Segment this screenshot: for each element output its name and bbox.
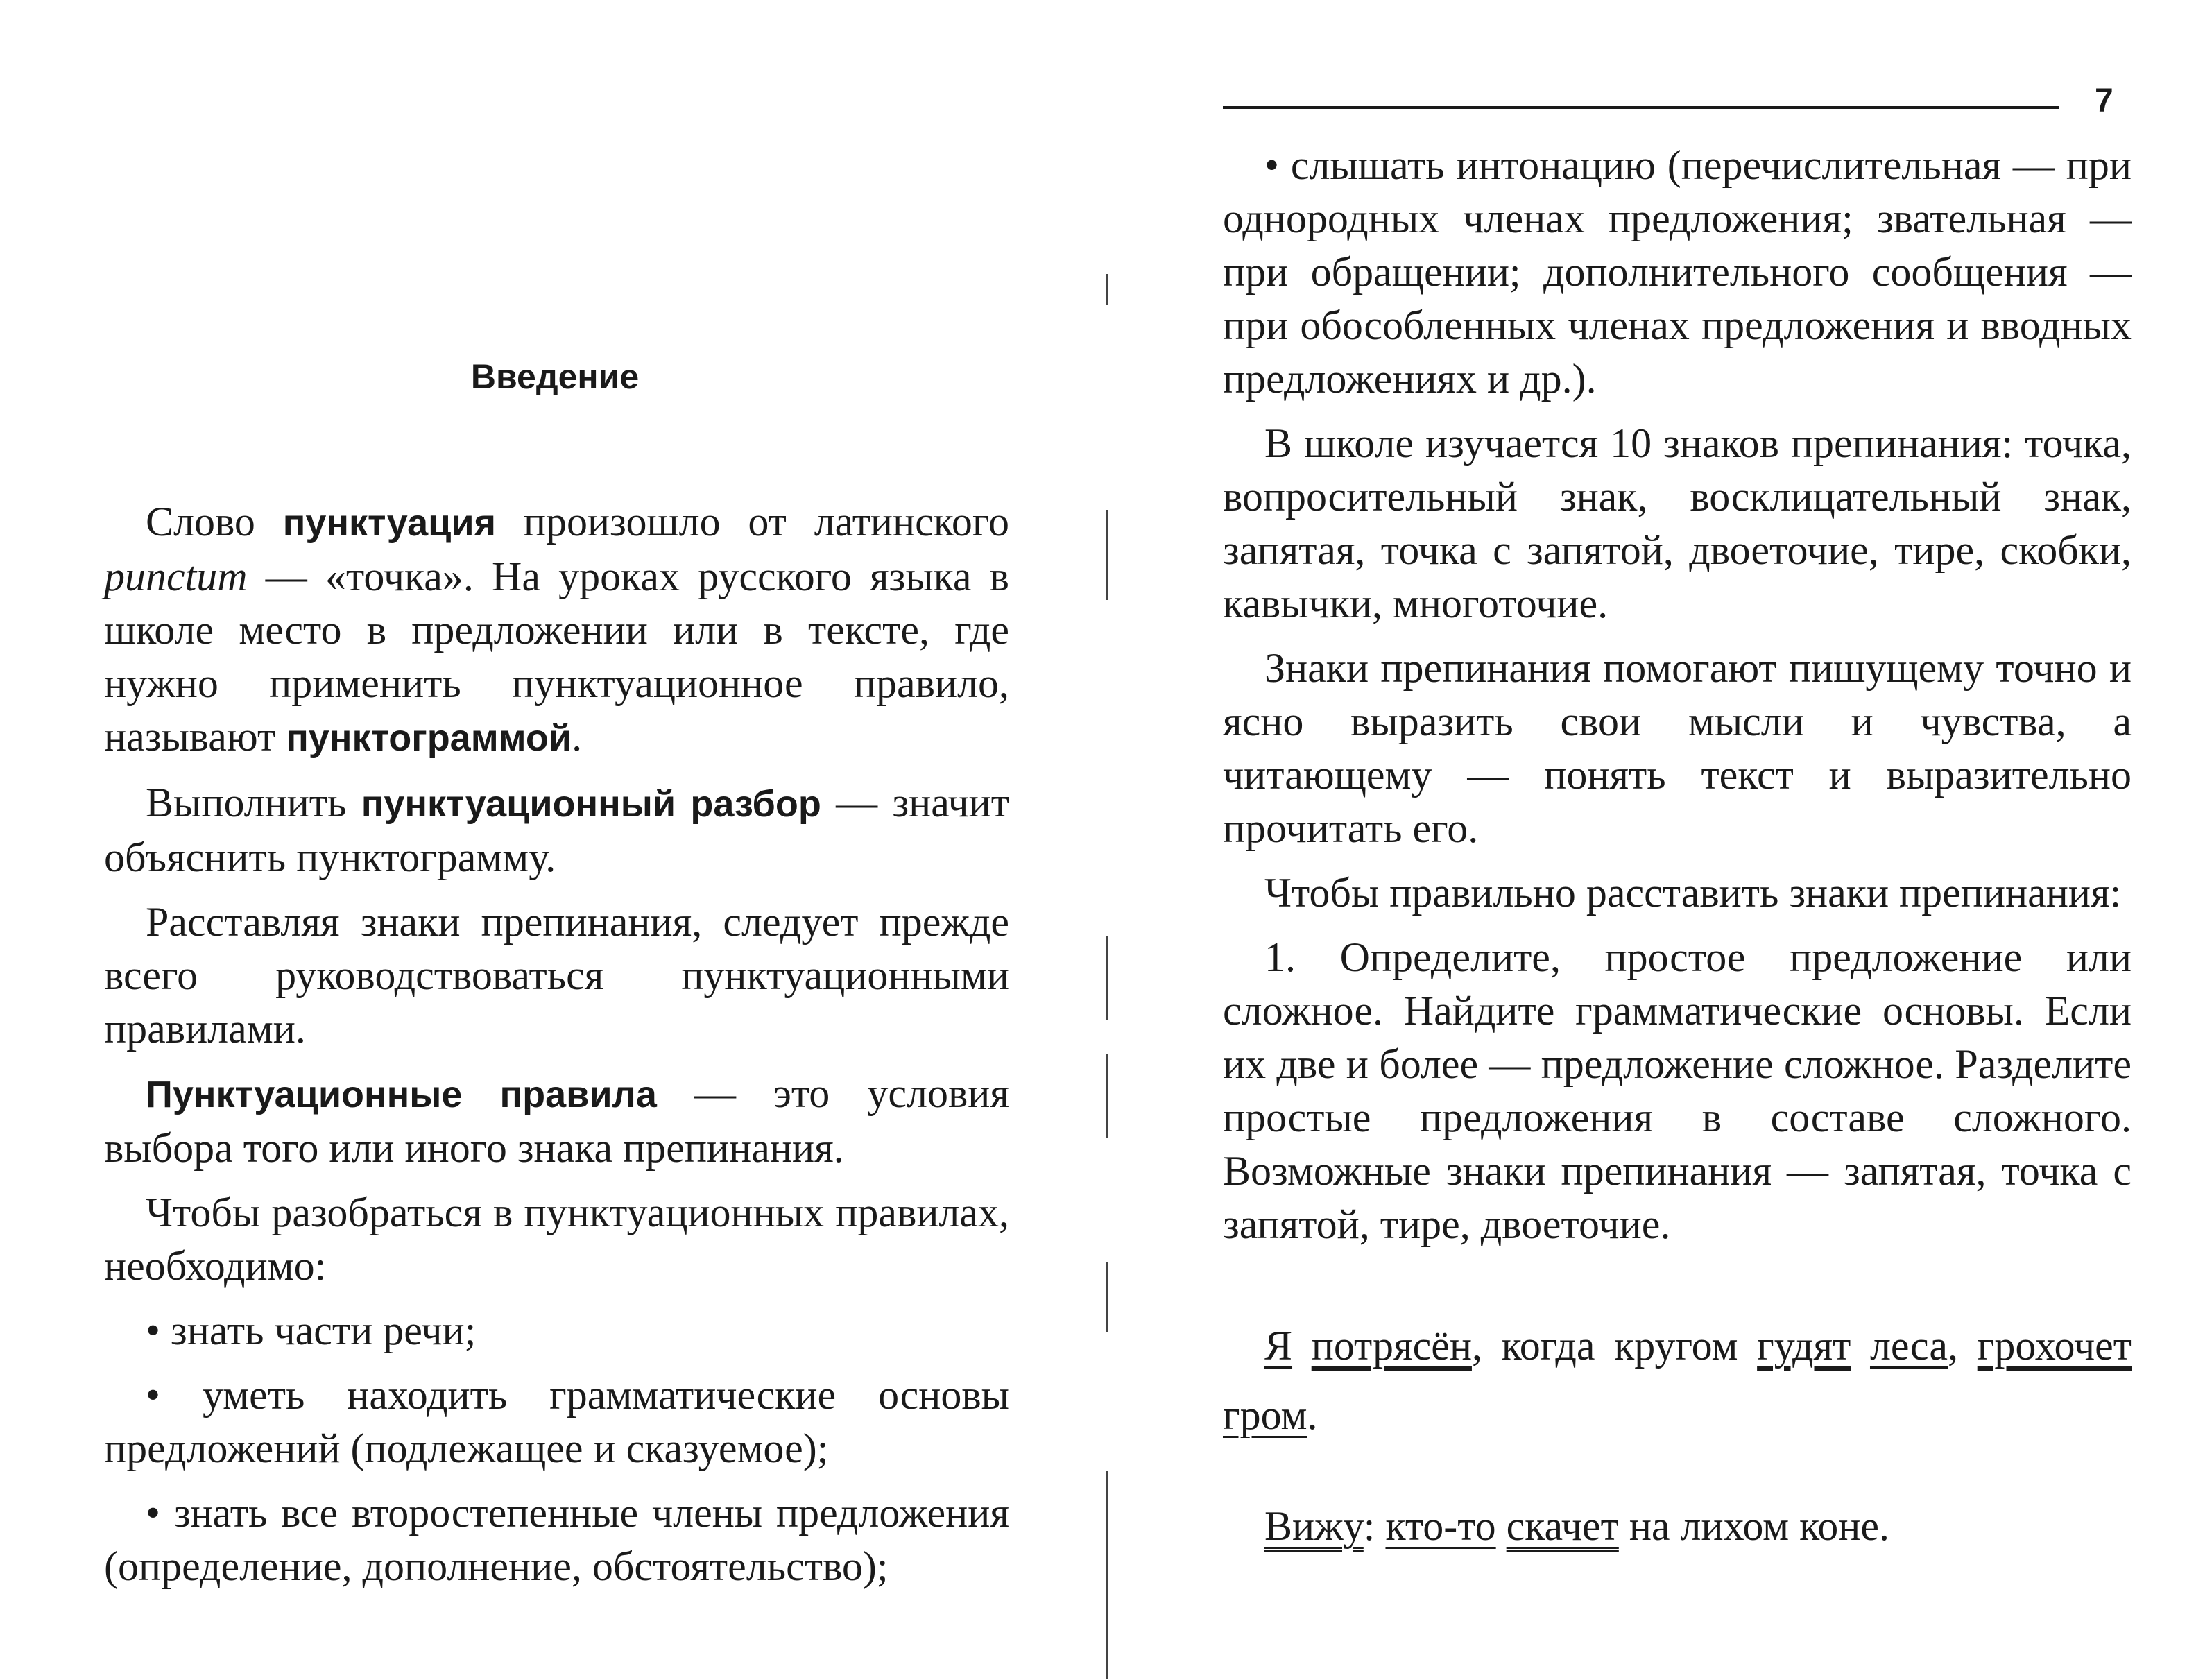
example-sentence-2 bbox=[1223, 1491, 2132, 1561]
bullet-item: • уметь находить грамматические основы предложений (подлежащее и сказуемое); bbox=[104, 1372, 1009, 1471]
text-run: , bbox=[1948, 1323, 1978, 1369]
text-run: . bbox=[572, 714, 583, 760]
right-page-body bbox=[1223, 139, 2132, 1262]
text-run: , когда кругом bbox=[1471, 1323, 1758, 1369]
paragraph-rules-definition bbox=[104, 1067, 1009, 1175]
gutter-mark bbox=[1106, 1054, 1108, 1138]
text-run: — «точка». На уроках русского языка в школе место в предложении или в тексте, где нужно применить пунктуационное правило, называют bbox=[104, 554, 1009, 760]
page-title: Введение bbox=[470, 357, 640, 396]
predicate-word: гудят bbox=[1757, 1323, 1851, 1369]
bullet-item: • знать части речи; bbox=[146, 1308, 477, 1353]
example-sentence-1 bbox=[1223, 1311, 2132, 1450]
text-run: на лихом коне. bbox=[1618, 1503, 1889, 1549]
text-run: произошло от латинского bbox=[496, 499, 1009, 545]
latin-term: punctum bbox=[104, 554, 248, 599]
term-punctuation-rules: Пунктуационные правила bbox=[146, 1074, 657, 1115]
gutter-mark bbox=[1106, 936, 1108, 1020]
term-punctuation-analysis: пунктуационный разбор bbox=[361, 783, 821, 825]
subject-word: гром bbox=[1223, 1392, 1307, 1438]
predicate-word: грохочет bbox=[1977, 1323, 2132, 1369]
paragraph-punctuation-definition bbox=[104, 495, 1009, 765]
text-run: . bbox=[1307, 1392, 1318, 1438]
subject-word: леса bbox=[1869, 1323, 1948, 1369]
gutter-mark bbox=[1106, 1262, 1108, 1332]
gutter-mark bbox=[1106, 274, 1108, 305]
text-run: — значит объяснить пунктограмму. bbox=[104, 780, 1009, 880]
predicate-word: потрясён bbox=[1311, 1323, 1472, 1369]
gutter-mark bbox=[1106, 510, 1108, 600]
term-punctogram: пунктограммой bbox=[286, 717, 572, 759]
header-rule bbox=[1223, 106, 2059, 109]
text-run: Слово bbox=[146, 499, 283, 545]
bullet-item: • знать все второстепенные члены предложения (определение, дополнение, обстоятельство); bbox=[104, 1490, 1009, 1589]
gutter-mark bbox=[1106, 1471, 1108, 1679]
left-page-body bbox=[104, 495, 1009, 1604]
paragraph-purpose: Знаки препинания помогают пишущему точно и ясно выразить свои мысли и чувства, а читающему — понять текст и выразительно прочитать его. bbox=[1223, 645, 2132, 851]
paragraph-punctuation-analysis bbox=[104, 776, 1009, 884]
subject-word: кто-то bbox=[1385, 1503, 1496, 1549]
bullet-item: • слышать интонацию (перечислительная — при однородных членах предложения; звательная — при обращении; дополнительного сообщения — при обособленных членах предложения и вводных предложениях и др.). bbox=[1223, 142, 2132, 402]
paragraph-punctuation-marks: В школе изучается 10 знаков препинания: точка, вопросительный знак, восклицательный знак, запятая, точка с запятой, двоеточие, тире, скобки, кавычки, многоточие. bbox=[1223, 420, 2132, 626]
paragraph-rules-guidance: Расставляя знаки препинания, следует прежде всего руководствоваться пунктуационными правилами. bbox=[104, 899, 1009, 1052]
predicate-word: скачет bbox=[1506, 1503, 1619, 1549]
subject-word: Я bbox=[1264, 1323, 1293, 1369]
term-punctuation: пунктуация bbox=[282, 502, 497, 544]
predicate-word: Вижу bbox=[1264, 1503, 1364, 1549]
paragraph-requirements-intro: Чтобы разобраться в пунктуационных правилах, необходимо: bbox=[104, 1190, 1009, 1289]
text-run: Выполнить bbox=[146, 780, 361, 825]
text-run: : bbox=[1363, 1503, 1386, 1549]
text-run: — это условия выбора того или иного знака препинания. bbox=[104, 1070, 1009, 1171]
paragraph-steps-intro: Чтобы правильно расставить знаки препинания: bbox=[1264, 870, 2122, 916]
paragraph-step-1: 1. Определите, простое предложение или сложное. Найдите грамматические основы. Если их две и более — предложение сложное. Разделите простые предложения в составе сложного. Возможные знаки препинания — запятая, точка с запятой, тире, двоеточие. bbox=[1223, 934, 2132, 1247]
page-number: 7 bbox=[2095, 83, 2113, 119]
